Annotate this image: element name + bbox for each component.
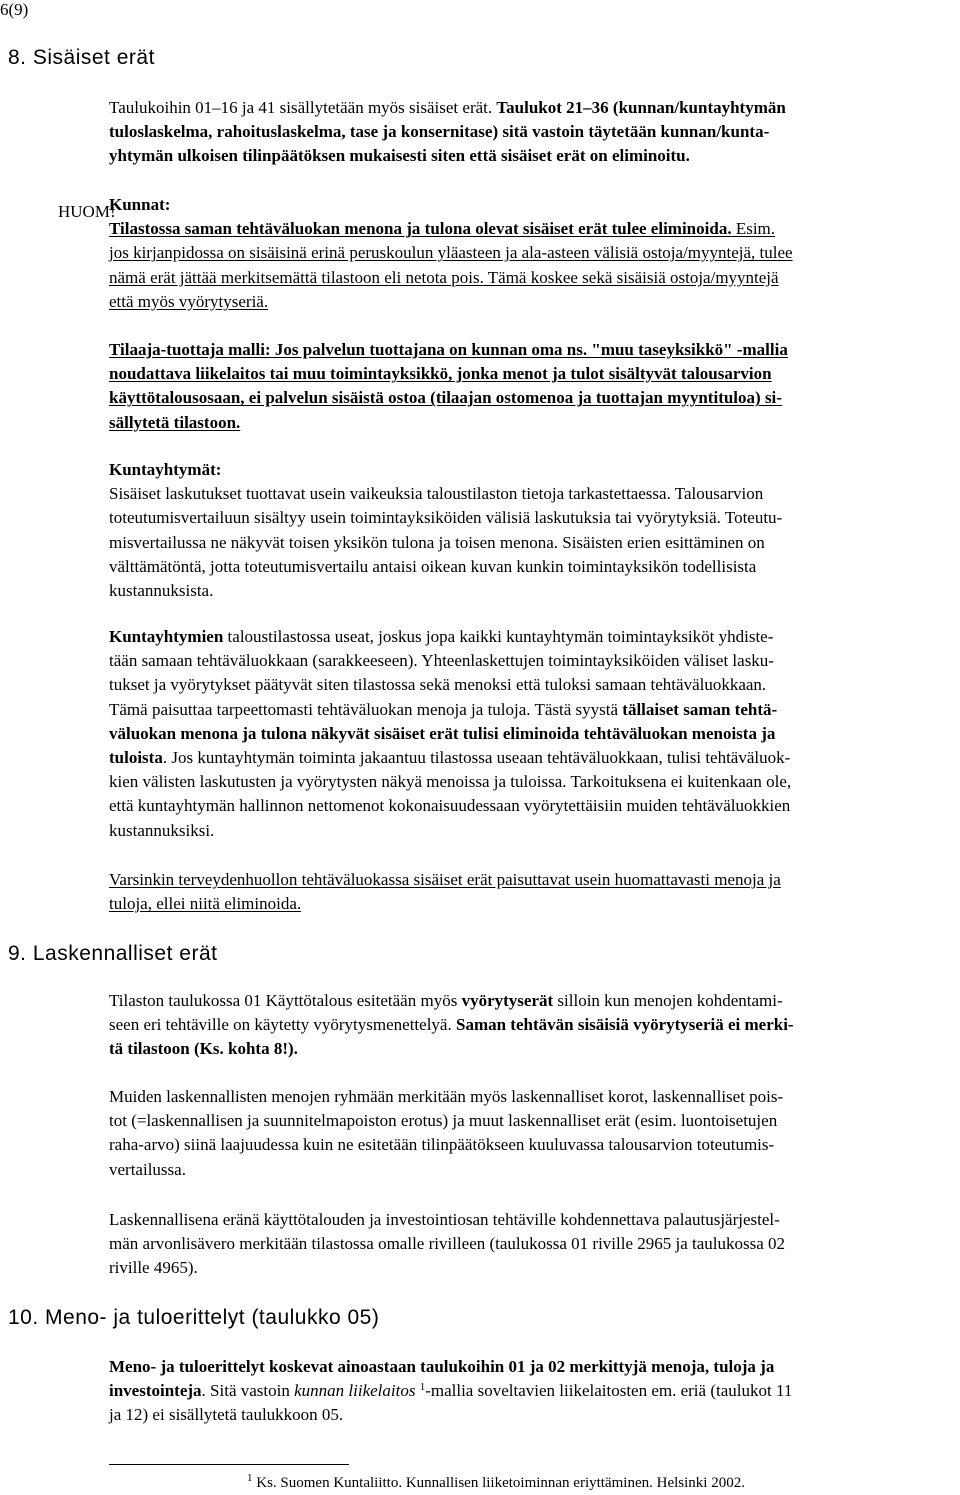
text: Tilaston taulukossa 01 Käyttötalous esitetään myös bbox=[109, 991, 462, 1010]
text: ja 12) ei sisällytetä taulukkoon 05. bbox=[109, 1405, 344, 1425]
text: Saman tehtävän sisäisiä vyörytyseriä ei merki- bbox=[455, 1015, 794, 1035]
text: Laskennallisena eränä käyttötalouden ja investointiosan tehtäville kohdennettava palautusjärjestel- bbox=[109, 1210, 780, 1229]
text: jos kirjanpidossa on sisäisinä erinä peruskoulun yläasteen ja ala-asteen välisiä ostoja/myyntejä, tulee bbox=[109, 243, 793, 263]
section-9-heading: 9. Laskennalliset erät bbox=[8, 942, 218, 965]
kuntayhtymien-paragraph bbox=[109, 625, 960, 843]
text: Esim. bbox=[731, 219, 776, 239]
huom-label: HUOM! bbox=[58, 202, 116, 221]
text: vertailussa. bbox=[109, 1159, 186, 1179]
footnote-ref: 1 bbox=[419, 1381, 426, 1394]
text: Tämä koskee sekä sisäisiä ostoja/myyntejä bbox=[483, 267, 779, 287]
text: että myös vyörytyseriä. bbox=[109, 291, 269, 311]
text: Taulukot 21–36 (kunnan/kuntayhtymän bbox=[496, 98, 786, 117]
text: -mallia soveltavien liikelaitosten em. eriä (taulukot 11 bbox=[425, 1381, 793, 1401]
section-8-intro bbox=[109, 96, 960, 169]
text: väluokan menona ja tulona näkyvät sisäiset erät tulisi eliminoida tehtäväluokan menoista ja bbox=[109, 723, 776, 743]
page-number: 6(9) bbox=[0, 0, 29, 19]
text: . Jos kuntayhtymän toiminta jakaantuu tilastossa useaan tehtäväluokkaan, tulisi tehtäväluok- bbox=[162, 748, 791, 768]
text: investointeja bbox=[109, 1381, 202, 1401]
text: taloustilastossa useat, joskus jopa kaikki kuntayhtymän toimintayksiköt yhdiste- bbox=[223, 627, 774, 646]
kuntayhtymat-label: Kuntayhtymät: bbox=[109, 460, 222, 479]
text: Sisäiset laskutukset tuottavat usein vaikeuksia taloustilaston tietoja tarkastettaessa. Talousarvion bbox=[109, 484, 764, 504]
text: välttämätöntä, jotta toteutumisvertailu antaisi oikean kuvan kunkin toimintayksikön todellisista bbox=[109, 556, 757, 576]
text: kien välisten laskutusten ja vyörytysten näkyä menoissa ja tuloissa. Tarkoituksena ei kuitenkaan ole, bbox=[109, 772, 792, 792]
text: tukset ja vyörytykset päätyvät siten tilastossa sekä menoksi että tuloksi samaan tehtäväluokkaan. bbox=[109, 675, 767, 695]
text: Tilastossa saman tehtäväluokan menona ja tulona olevat sisäiset erät tulee eliminoida. bbox=[109, 219, 732, 239]
text: käyttötalousosaan, ei palvelun sisäistä ostoa (tilaajan ostomenoa ja tuottajan myyntituloa) si- bbox=[109, 388, 782, 408]
text: Tämä paisuttaa tarpeettomasti tehtäväluokan menoja ja tuloja. Tästä syystä bbox=[109, 699, 623, 719]
footnote-divider bbox=[109, 1464, 349, 1465]
text: tään samaan tehtäväluokkaan (sarakkeeseen). Yhteenlaskettujen toimintayksiköiden väliset lasku- bbox=[109, 651, 774, 671]
text: Meno- ja tuloerittelyt koskevat ainoastaan taulukoihin 01 ja 02 merkittyjä menoja, tuloja ja bbox=[109, 1357, 775, 1376]
text: yhtymän ulkoisen tilinpäätöksen mukaisesti siten että sisäiset erät on eliminoitu. bbox=[109, 146, 690, 166]
text: män arvonlisävero merkitään tilastossa omalle rivilleen (taulukossa 01 riville 2965 ja taulukossa 02 bbox=[109, 1234, 786, 1254]
section-9-paragraph-3 bbox=[109, 1208, 960, 1281]
text: kunnan liikelaitos bbox=[294, 1381, 416, 1401]
text: nämä erät jättää merkitsemättä tilastoon eli netota pois. bbox=[109, 267, 484, 287]
footnote-marker: 1 bbox=[247, 1472, 253, 1484]
text: tällaiset saman tehtä- bbox=[622, 699, 778, 719]
kunnat-paragraph bbox=[109, 193, 960, 314]
tilaaja-tuottaja-paragraph bbox=[109, 338, 960, 435]
text: sällytetä tilastoon. bbox=[109, 412, 241, 432]
text: raha-arvo) siinä laajuudessa kuin ne esitetään tilinpäätökseen kuuluvassa talousarvion toteutumis- bbox=[109, 1135, 775, 1155]
kuntayhtymat-paragraph bbox=[109, 458, 960, 603]
text: täytetään kunnan/kunta- bbox=[588, 122, 770, 142]
text: tä tilastoon (Ks. kohta 8!). bbox=[109, 1039, 298, 1059]
text: tuloslaskelma, rahoituslaskelma, tase ja konsernitase) sitä vastoin bbox=[109, 122, 589, 142]
section-10-paragraph bbox=[109, 1355, 960, 1428]
text: tuloista bbox=[109, 748, 163, 768]
text: tuloja, ellei niitä eliminoida. bbox=[109, 894, 302, 914]
text: riville 4965). bbox=[109, 1258, 198, 1278]
text: toteutumisvertailuun sisältyy usein toimintayksiköiden välisiä laskutuksia tai vyörytyksiä. Toteutu- bbox=[109, 508, 783, 528]
text: . Sitä vastoin bbox=[201, 1381, 295, 1401]
section-8-heading: 8. Sisäiset erät bbox=[8, 46, 155, 69]
text: silloin kun menojen kohdentami- bbox=[553, 991, 783, 1010]
kunnat-label: Kunnat: bbox=[109, 195, 171, 214]
text: Taulukoihin 01–16 ja 41 sisällytetään myös sisäiset erät. bbox=[109, 98, 497, 117]
text: Tilaaja-tuottaja malli: Jos palvelun tuottajana on kunnan oma ns. "muu taseyksikkö" -mallia bbox=[109, 340, 788, 359]
text: että kuntayhtymän hallinnon nettomenot kokonaisuudessaan vyörytettäisiin muiden tehtäväluokkien bbox=[109, 796, 791, 816]
text: kustannuksiksi. bbox=[109, 820, 215, 840]
text: seen eri tehtäville on käytetty vyörytysmenettelyä. bbox=[109, 1015, 456, 1035]
text: Muiden laskennallisten menojen ryhmään merkitään myös laskennalliset korot, laskennalliset pois- bbox=[109, 1087, 784, 1106]
text: noudattava liikelaitos tai muu toimintayksikkö, jonka menot ja tulot sisältyvät talousarvion bbox=[109, 364, 772, 384]
section-9-paragraph-2 bbox=[109, 1085, 960, 1182]
text: tot (=laskennallisen ja suunnitelmapoiston erotus) ja muut laskennalliset erät (esim. luontoisetujen bbox=[109, 1111, 778, 1131]
section-10-heading: 10. Meno- ja tuloerittelyt (taulukko 05) bbox=[8, 1306, 380, 1329]
varsinkin-paragraph bbox=[109, 868, 960, 916]
footnote bbox=[247, 1473, 745, 1493]
text: Varsinkin terveydenhuollon tehtäväluokassa sisäiset erät paisuttavat usein huomattavasti menoja ja bbox=[109, 870, 781, 889]
text: Kuntayhtymien bbox=[109, 627, 224, 646]
text: misvertailussa ne näkyvät toisen yksikön tulona ja toisen menona. Sisäisten erien esittäminen on bbox=[109, 532, 765, 552]
section-9-paragraph-1 bbox=[109, 989, 960, 1062]
text: vyörytyserät bbox=[461, 991, 554, 1010]
footnote-text: Ks. Suomen Kuntaliitto. Kunnallisen liiketoiminnan eriyttäminen. Helsinki 2002. bbox=[252, 1475, 745, 1491]
text: kustannuksista. bbox=[109, 581, 214, 601]
